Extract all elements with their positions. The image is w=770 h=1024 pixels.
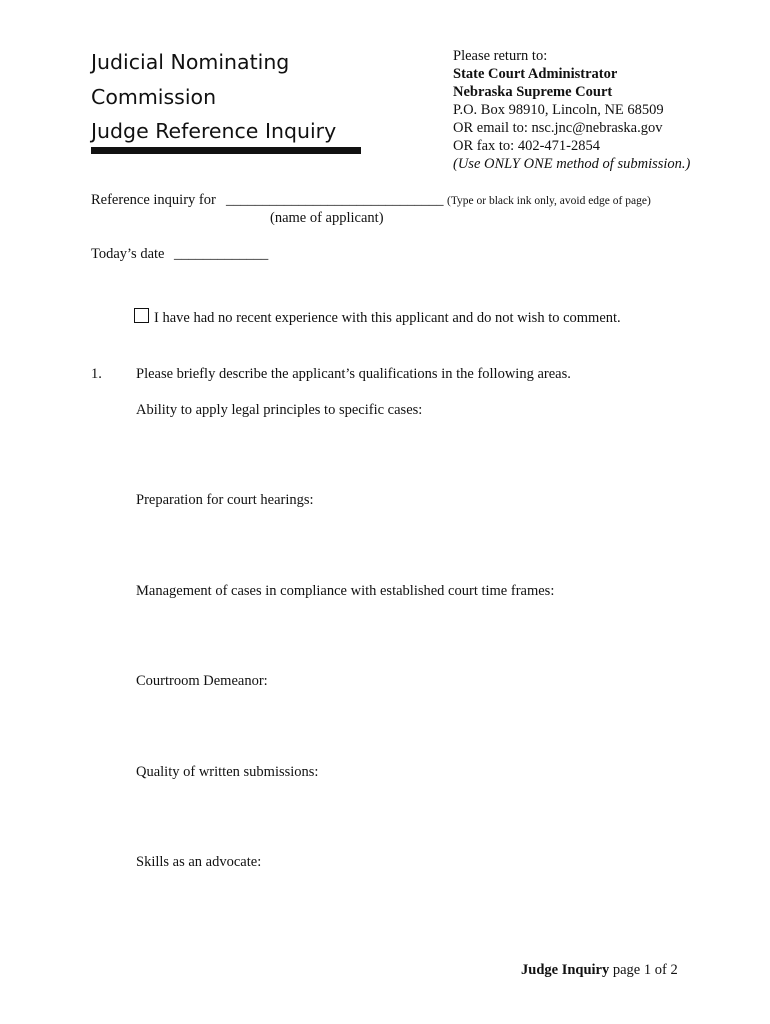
return-note: (Use ONLY ONE method of submission.) (453, 156, 691, 172)
date-field[interactable]: _____________ (174, 246, 269, 262)
return-org-2: Nebraska Supreme Court (453, 84, 613, 100)
applicant-name-field[interactable]: ______________________________ (226, 192, 444, 208)
area-case-management: Management of cases in compliance with established court time frames: (136, 583, 555, 599)
return-fax: OR fax to: 402-471-2854 (453, 138, 600, 154)
area-courtroom-demeanor: Courtroom Demeanor: (136, 673, 268, 689)
area-written-submissions: Quality of written submissions: (136, 764, 319, 780)
footer-page-number: page 1 of 2 (609, 962, 678, 978)
page-footer (521, 962, 678, 979)
question-number: 1. (91, 366, 102, 382)
date-label: Today’s date (91, 246, 165, 262)
footer-label: Judge Inquiry (521, 962, 610, 978)
title-rule (91, 147, 361, 154)
return-email: OR email to: nsc.jnc@nebraska.gov (453, 120, 663, 136)
question-text: Please briefly describe the applicant’s qualifications in the following areas. (136, 366, 571, 382)
ink-instruction: (Type or black ink only, avoid edge of page) (447, 195, 651, 207)
title-line-3: Judge Reference Inquiry (91, 119, 337, 143)
area-legal-principles: Ability to apply legal principles to specific cases: (136, 402, 423, 418)
title-line-2: Commission (91, 85, 217, 109)
area-preparation: Preparation for court hearings: (136, 492, 314, 508)
area-advocacy-skills: Skills as an advocate: (136, 854, 262, 870)
no-experience-checkbox[interactable] (134, 308, 149, 323)
no-experience-label: I have had no recent experience with this applicant and do not wish to comment. (154, 310, 621, 326)
return-intro: Please return to: (453, 48, 548, 64)
return-address: P.O. Box 98910, Lincoln, NE 68509 (453, 102, 664, 118)
title-line-1: Judicial Nominating (91, 50, 290, 74)
applicant-caption: (name of applicant) (270, 210, 384, 226)
return-org-1: State Court Administrator (453, 66, 618, 82)
reference-label: Reference inquiry for (91, 192, 216, 208)
